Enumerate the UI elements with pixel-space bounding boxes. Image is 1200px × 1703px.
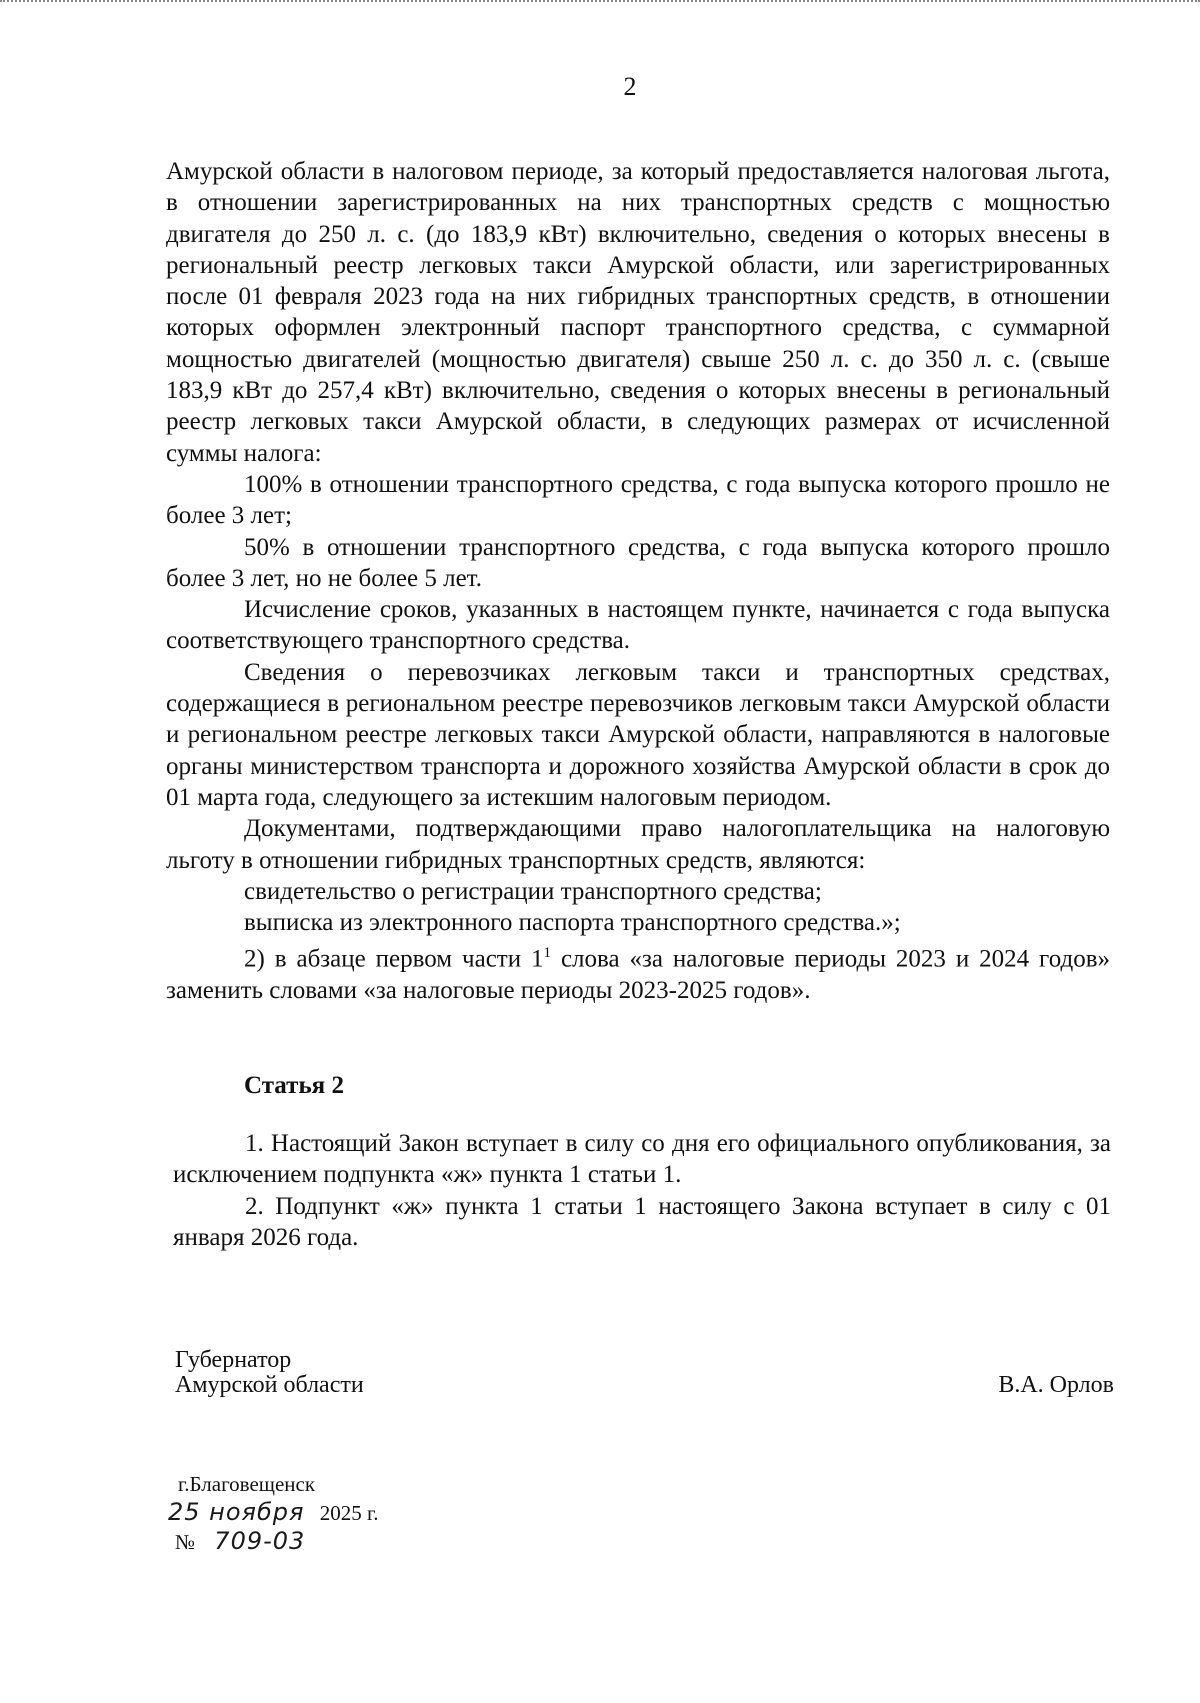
- article-heading: Статья 2: [244, 1072, 344, 1099]
- paragraph-term-calculation: Исчисление сроков, указанных в настоящем пункте, начинается с года выпуска соответствующего транспортного средства.: [166, 596, 1110, 655]
- paragraph-doc-passport-extract: выписка из электронного паспорта транспортного средства.»;: [244, 909, 901, 937]
- article-text: [173, 1128, 1111, 1253]
- body-text: [166, 156, 1110, 1006]
- handwritten-date: 25 ноября: [168, 1498, 305, 1526]
- scan-edge: [0, 0, 1200, 4]
- paragraph-registry-info: Сведения о перевозчиках легковым такси и транспортных средствах, содержащиеся в региональном реестре перевозчиков легковым такси Амурской области и региональном реестре легковых такси Амурской области, направляются в налоговые органы министерством транспорта и дорожного хозяйства Амурской области в срок до 01 марта года, следующего за истекшим налоговым периодом.: [166, 658, 1110, 811]
- date-of-signing: [168, 1498, 378, 1526]
- paragraph-documents: Документами, подтверждающими право налогоплательщика на налоговую льготу в отношении гибридных транспортных средств, являются:: [166, 815, 1110, 874]
- amendment-text-end: слова «за налоговые периоды 2023 и 2024 годов» заменить словами «за налоговые периоды 2023-2025 годов».: [166, 945, 1110, 1005]
- place-of-signing: г.Благовещенск: [178, 1472, 316, 1496]
- article-item-2: 2. Подпункт «ж» пункта 1 статьи 1 настоящего Закона вступает в силу с 01 января 2026 года.: [173, 1192, 1111, 1251]
- signatory-title-line1: Губернатор: [175, 1347, 292, 1373]
- paragraph-benefit-100: 100% в отношении транспортного средства, с года выпуска которого прошло не более 3 лет;: [166, 470, 1110, 530]
- signatory-title: [175, 1348, 364, 1398]
- amendment-text-start: 2) в абзаце первом части 1: [244, 945, 544, 973]
- amendment-superscript: 1: [543, 945, 552, 962]
- page-number: 2: [623, 72, 637, 101]
- paragraph-doc-registration: свидетельство о регистрации транспортного средства;: [244, 877, 822, 905]
- law-number: [175, 1527, 305, 1555]
- paragraph-continuation: Амурской области в налоговом периоде, за который предоставляется налоговая льгота, в отношении зарегистрированных на них транспортных средств с мощностью двигателя до 250 л. с. (до 183,9 кВт) включительно, сведения о которых внесены в региональный реестр легковых такси Амурской области, или зарегистрированных после 01 февраля 2023 года на них гибридных транспортных средств, в отношении которых оформлен электронный паспорт транспортного средства, с суммарной мощностью двигателей (мощностью двигателя) свыше 250 л. с. до 350 л. с. (свыше 183,9 кВт до 257,4 кВт) включительно, сведения о которых внесены в региональный реестр легковых такси Амурской области, в следующих размерах от исчисленной суммы налога:: [166, 158, 1110, 467]
- date-year: 2025 г.: [319, 1501, 379, 1525]
- signatory-name: В.А. Орлов: [998, 1372, 1114, 1398]
- number-label: №: [175, 1530, 196, 1554]
- paragraph-amendment: [166, 938, 1110, 1006]
- handwritten-number: 709-03: [214, 1527, 306, 1555]
- article-item-1: 1. Настоящий Закон вступает в силу со дня его официального опубликования, за исключением подпункта «ж» пункта 1 статьи 1.: [173, 1130, 1111, 1189]
- paragraph-benefit-50: 50% в отношении транспортного средства, с года выпуска которого прошло более 3 лет, но не более 5 лет.: [166, 533, 1110, 592]
- signatory-title-line2: Амурской области: [175, 1372, 364, 1398]
